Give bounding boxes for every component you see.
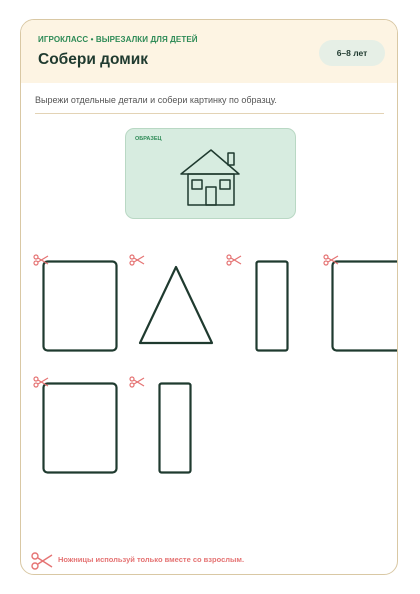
cutout-rectangle-piece[interactable] — [255, 260, 289, 352]
scissors-icon — [323, 253, 339, 267]
safety-warning: Ножницы используй только вместе со взрослым. — [58, 555, 245, 564]
worksheet — [20, 19, 398, 575]
cutout-rectangle-piece[interactable] — [158, 382, 192, 474]
scissors-icon — [129, 375, 145, 389]
header — [21, 20, 397, 83]
age-badge: 6–8 лет — [319, 40, 385, 66]
instruction-text: Вырежи отдельные детали и собери картинку по образцу. — [35, 95, 277, 105]
cutout-square-piece[interactable] — [42, 382, 118, 474]
house-icon — [178, 147, 242, 209]
cutout-triangle-piece[interactable] — [137, 264, 215, 346]
scissors-icon — [226, 253, 242, 267]
cutout-square-piece[interactable] — [42, 260, 118, 352]
scissors-icon — [33, 253, 49, 267]
brand-label: ИГРОКЛАСС • ВЫРЕЗАЛКИ ДЛЯ ДЕТЕЙ — [38, 35, 198, 44]
sample-label: ОБРАЗЕЦ — [135, 136, 162, 142]
cutout-square-piece[interactable] — [331, 260, 398, 352]
page-title: Собери домик — [38, 51, 149, 68]
divider — [35, 113, 384, 114]
scissors-icon — [129, 253, 145, 267]
scissors-icon — [33, 375, 49, 389]
scissors-icon — [31, 551, 53, 571]
sample-box — [125, 128, 296, 219]
